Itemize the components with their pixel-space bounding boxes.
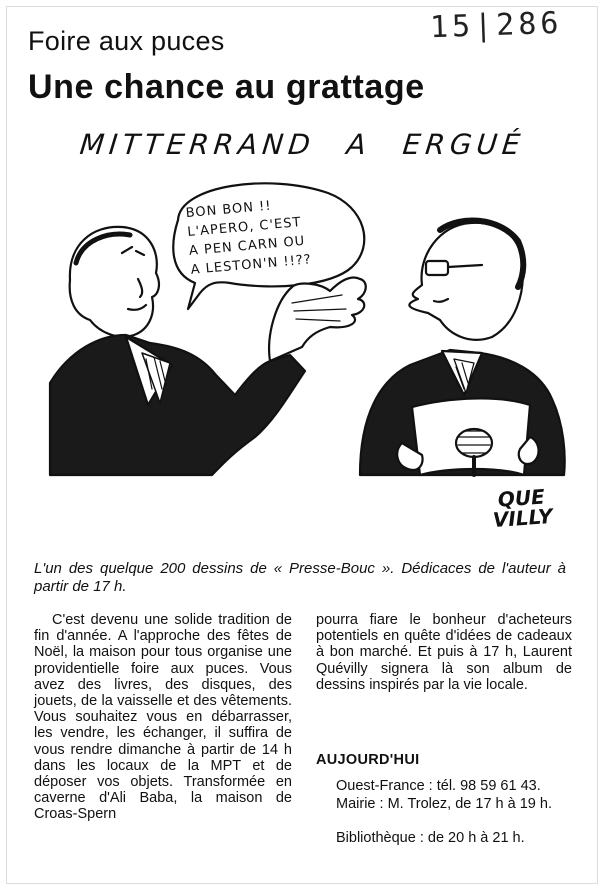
article-kicker: Foire aux puces [28, 26, 225, 56]
speech-bubble-text [185, 190, 351, 280]
info-text: Mairie : M. Trolez, de 17 h à 19 h. [336, 796, 552, 812]
handwritten-date: 15|286 [429, 5, 563, 46]
speech-bubble-line: A LESTON'N !!?? [190, 252, 313, 278]
info-item-mairie [316, 796, 574, 812]
article-paragraph: C'est devenu une solide tradition de fin d'année. A l'approche des fêtes de Noël, la maison pour tous organise une providentielle foire aux puces. Vous avez des livres, des disques, des jouets, de la vaisselle et des vêtements. Vous souhaitez vous en débarrasser, les vendre, les échanger, il suffira de vous rendre dimanche à partir de 14 h dans les locaux de la MPT et de déposer vos objets. Transformée en caverne d'Ali Baba, la maison de Croas-Spern [34, 612, 292, 823]
speech-bubble-line: L'APERO, C'EST [186, 215, 303, 240]
left-figure-body [50, 335, 305, 475]
signature-line: QUE [497, 484, 546, 512]
info-item-bibliotheque [316, 830, 574, 846]
info-text: Bibliothèque : de 20 h à 21 h. [336, 830, 525, 846]
aujourdhui-heading: AUJOURD'HUI [316, 752, 420, 768]
article-column-right [316, 612, 572, 693]
info-item-ouest-france [316, 778, 574, 794]
left-figure-hand [269, 278, 366, 362]
speech-bubble-line: BON BON !! [185, 198, 273, 222]
info-text: Ouest-France : tél. 98 59 61 43. [336, 778, 541, 794]
speech-bubble-line: A PEN CARN OU [188, 233, 306, 259]
photo-caption: L'un des quelque 200 dessins de « Presse-Bouc ». Dédicaces de l'auteur à partir de 17 h. [34, 560, 566, 595]
signature-line: VILLY [492, 503, 554, 533]
right-figure-head [409, 223, 522, 340]
article-headline: Une chance au grattage [28, 68, 425, 106]
right-figure-glasses [426, 261, 448, 275]
article-paragraph: pourra fiare le bonheur d'acheteurs potentiels en quête d'idées de cadeaux à bon marché. Et puis à 17 h, Laurent Quévilly signera là son album de dessins inspirés par la vie locale. [316, 612, 572, 693]
cartoon-title: MITTERRAND A ERGUÉ [78, 128, 527, 161]
cartoonist-signature [487, 486, 558, 531]
left-figure-head [70, 227, 159, 337]
article-column-left [34, 612, 292, 823]
